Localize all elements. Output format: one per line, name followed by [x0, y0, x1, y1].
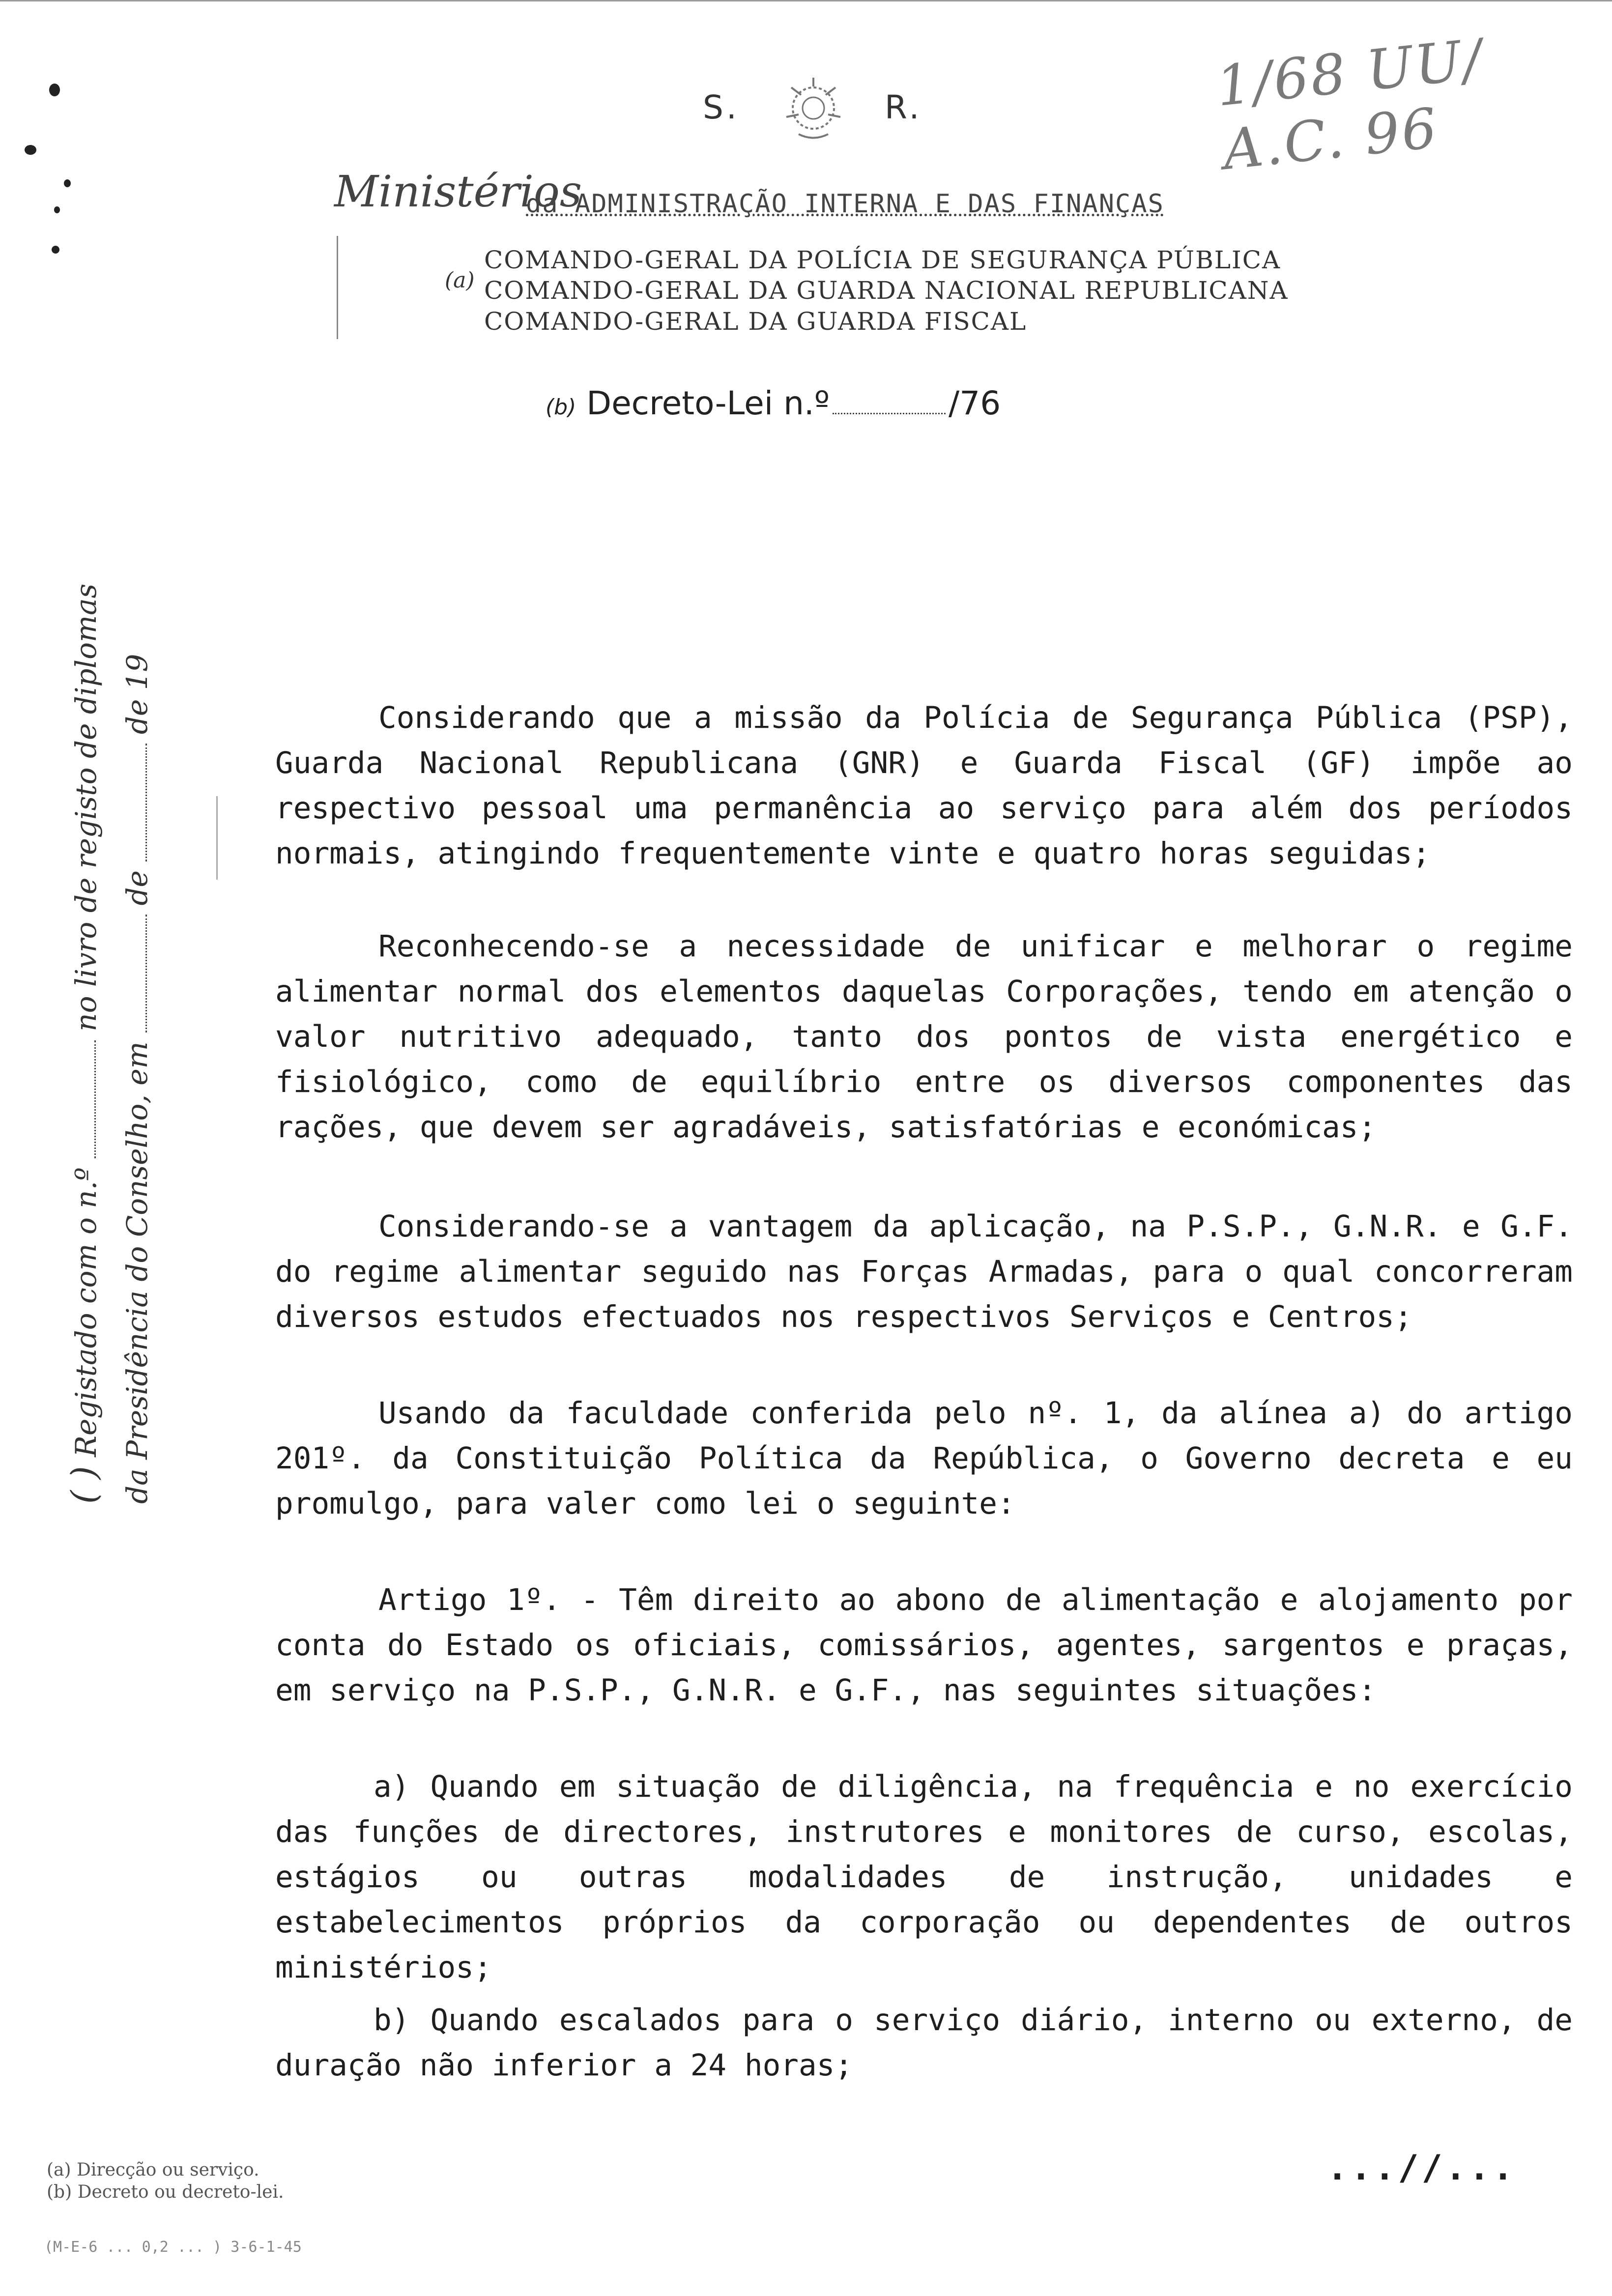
footnote-b: (b) Decreto ou decreto-lei. — [47, 2182, 284, 2202]
print-reference: (M-E-6 ... 0,2 ... ) 3-6-1-45 — [44, 2239, 302, 2256]
ministry-label: Ministérios — [334, 166, 582, 217]
republic-crest-icon — [772, 73, 855, 146]
command-psp: COMANDO-GERAL DA POLÍCIA DE SEGURANÇA PÚBLICA — [484, 246, 1281, 274]
paragraph-1 — [275, 695, 1573, 876]
emblem-left-letter: S. — [703, 88, 740, 126]
registration-day-blank — [145, 915, 147, 1033]
article-1-item-a — [275, 1764, 1573, 1990]
article-1-item-b-text: b) Quando escalados para o serviço diário, interno ou externo, de duração não inferior a 24 horas; — [275, 2003, 1573, 2083]
registration-year-label: de 19 — [120, 654, 154, 735]
article-1-item-b — [275, 1998, 1573, 2088]
scan-speck — [54, 206, 60, 213]
command-gf: COMANDO-GERAL DA GUARDA FISCAL — [484, 307, 1027, 336]
ministry-name: da ADMINISTRAÇÃO INTERNA E DAS FINANÇAS — [526, 189, 1164, 219]
decree-number-line — [546, 384, 1001, 422]
registration-line-1: ( ) Registado com o n.º no livro de registo de diplomas — [64, 583, 104, 1504]
top-border-line — [0, 0, 1612, 1]
continuation-mark: ...//... — [1327, 2148, 1517, 2188]
article-1 — [275, 1578, 1573, 1713]
commands-marker: (a) — [445, 268, 475, 293]
decree-label: Decreto-Lei n.º — [586, 384, 830, 422]
scan-speck — [64, 179, 71, 187]
registration-month-blank — [145, 744, 147, 861]
decree-marker: (b) — [546, 395, 576, 420]
paragraph-2-text: Reconhecendo-se a necessidade de unificar e melhorar o regime alimentar normal dos elementos daquelas Corporações, tendo em atenção o valor nutritivo adequado, tanto dos pontos de vista energético e fisiológico, como de equilíbrio entre os diversos componentes das rações, que devem ser agradáveis, satisfatórias e económicas; — [275, 929, 1573, 1145]
paragraph-3 — [275, 1204, 1573, 1340]
registration-month-label: de — [120, 870, 154, 906]
scan-speck — [49, 84, 60, 96]
scan-speck — [52, 246, 59, 254]
command-bracket-line — [337, 236, 338, 339]
margin-mark — [216, 796, 218, 880]
paragraph-4 — [275, 1391, 1573, 1526]
paragraph-4-text: Usando da faculdade conferida pelo nº. 1, da alínea a) do artigo 201º. da Constituição Política da República, o Governo decreta e eu promulgo, para valer como lei o seguinte: — [275, 1396, 1573, 1521]
paragraph-3-text: Considerando-se a vantagem da aplicação, na P.S.P., G.N.R. e G.F. do regime alimentar seguido nas Forças Armadas, para o qual concorreram diversos estudos efectuados nos respectivos Serviços e Centros; — [275, 1209, 1573, 1334]
command-gnr: COMANDO-GERAL DA GUARDA NACIONAL REPUBLICANA — [484, 276, 1289, 305]
article-1-text: Artigo 1º. - Têm direito ao abono de alimentação e alojamento por conta do Estado os oficiais, comissários, agentes, sargentos e praças, em serviço na P.S.P., G.N.R. e G.F., nas seguintes situações: — [275, 1582, 1573, 1708]
scan-speck — [25, 145, 36, 155]
registration-council-label: da Presidência do Conselho, em — [120, 1041, 154, 1504]
registration-number-label: Registado com o n.º — [69, 1167, 103, 1457]
paragraph-1-text: Considerando que a missão da Polícia de Segurança Pública (PSP), Guarda Nacional Republicana (GNR) e Guarda Fiscal (GF) impõe ao respectivo pessoal uma permanência ao serviço para além dos períodos normais, atingindo frequentemente vinte e quatro horas seguidas; — [275, 700, 1573, 871]
emblem-right-letter: R. — [885, 88, 922, 126]
paragraph-2 — [275, 924, 1573, 1150]
registration-number-blank — [94, 1040, 96, 1158]
registration-book-label: no livro de registo de diplomas — [69, 583, 103, 1032]
article-1-item-a-text: a) Quando em situação de diligência, na frequência e no exercício das funções de directores, instrutores e monitores de curso, escolas, estágios ou outras modalidades de instrução, unidades e estabelecimentos próprios da corporação ou dependentes de outros ministérios; — [275, 1769, 1573, 1985]
footnote-a: (a) Direcção ou serviço. — [47, 2160, 259, 2180]
handwritten-reference: 1/68 UU/ A.C. 96 — [1213, 27, 1487, 183]
decree-year: /76 — [949, 384, 1001, 422]
registration-line-2 — [120, 580, 154, 1504]
decree-number-blank — [833, 413, 946, 414]
